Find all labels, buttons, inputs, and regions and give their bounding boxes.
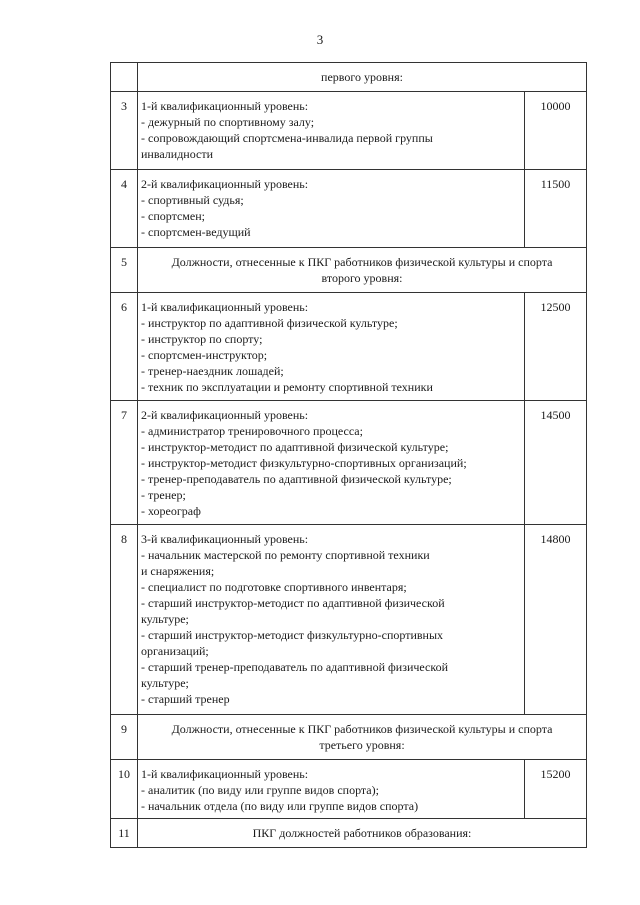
description-line: - тренер-наездник лошадей; xyxy=(141,364,284,378)
description-line: - спортивный судья; xyxy=(141,193,244,207)
description-line: 2-й квалификационный уровень: xyxy=(141,408,309,422)
salary-value: 10000 xyxy=(525,92,587,170)
salary-table xyxy=(110,62,587,848)
table-row xyxy=(111,760,587,819)
description-line: - инструктор по спорту; xyxy=(141,332,263,346)
description-line: - тренер-преподаватель по адаптивной физической культуре; xyxy=(141,472,452,486)
description-line: - тренер; xyxy=(141,488,186,502)
description-line: инвалидности xyxy=(141,147,214,161)
description-line: 1-й квалификационный уровень: xyxy=(141,300,309,314)
position-description xyxy=(138,525,525,715)
description-line: - специалист по подготовке спортивного инвентаря; xyxy=(141,580,407,594)
description-line: - хореограф xyxy=(141,504,201,518)
description-line: - техник по эксплуатации и ремонту спортивной техники xyxy=(141,380,433,394)
table-section-row xyxy=(111,63,587,92)
description-line: - спортсмен-инструктор; xyxy=(141,348,268,362)
salary-value: 12500 xyxy=(525,293,587,401)
description-line: - аналитик (по виду или группе видов спорта); xyxy=(141,783,379,797)
row-number: 11 xyxy=(111,819,138,848)
table-row xyxy=(111,525,587,715)
description-line: 1-й квалификационный уровень: xyxy=(141,767,309,781)
section-title: ПКГ должностей работников образования: xyxy=(138,819,587,848)
section-title: первого уровня: xyxy=(138,63,587,92)
description-line: - начальник отдела (по виду или группе видов спорта) xyxy=(141,799,419,813)
description-line: культуре; xyxy=(141,612,189,626)
salary-value: 15200 xyxy=(525,760,587,819)
row-number: 9 xyxy=(111,715,138,760)
description-line: - дежурный по спортивному залу; xyxy=(141,115,315,129)
description-line: 1-й квалификационный уровень: xyxy=(141,99,309,113)
position-description xyxy=(138,293,525,401)
description-line: - инструктор-методист физкультурно-спортивных организаций; xyxy=(141,456,467,470)
salary-value: 14800 xyxy=(525,525,587,715)
row-number: 3 xyxy=(111,92,138,170)
description-line: - сопровождающий спортсмена-инвалида первой группы xyxy=(141,131,433,145)
table-section-row xyxy=(111,819,587,848)
row-number: 5 xyxy=(111,248,138,293)
row-number: 7 xyxy=(111,401,138,525)
description-line: - начальник мастерской по ремонту спортивной техники xyxy=(141,548,430,562)
position-description xyxy=(138,92,525,170)
description-line: - инструктор-методист по адаптивной физической культуре; xyxy=(141,440,449,454)
section-title: Должности, отнесенные к ПКГ работников физической культуры и спорта второго уровня: xyxy=(138,248,587,293)
row-number: 10 xyxy=(111,760,138,819)
row-number: 4 xyxy=(111,170,138,248)
description-line: - инструктор по адаптивной физической культуре; xyxy=(141,316,398,330)
description-line: - администратор тренировочного процесса; xyxy=(141,424,363,438)
table-row xyxy=(111,293,587,401)
description-line: - старший инструктор-методист физкультурно-спортивных xyxy=(141,628,444,642)
section-title: Должности, отнесенные к ПКГ работников физической культуры и спорта третьего уровня: xyxy=(138,715,587,760)
row-number: 8 xyxy=(111,525,138,715)
salary-value: 14500 xyxy=(525,401,587,525)
salary-value: 11500 xyxy=(525,170,587,248)
description-line: организаций; xyxy=(141,644,209,658)
row-number: 6 xyxy=(111,293,138,401)
table-section-row xyxy=(111,715,587,760)
description-line: культуре; xyxy=(141,676,189,690)
description-line: - старший тренер-преподаватель по адаптивной физической xyxy=(141,660,449,674)
row-number xyxy=(111,63,138,92)
page-number: 3 xyxy=(316,32,324,47)
table-body xyxy=(111,63,587,848)
description-line: - спортсмен-ведущий xyxy=(141,225,251,239)
description-line: 2-й квалификационный уровень: xyxy=(141,177,309,191)
description-line: и снаряжения; xyxy=(141,564,215,578)
description-line: - спортсмен; xyxy=(141,209,205,223)
table-row xyxy=(111,92,587,170)
position-description xyxy=(138,170,525,248)
table-section-row xyxy=(111,248,587,293)
description-line: 3-й квалификационный уровень: xyxy=(141,532,309,546)
table-row xyxy=(111,401,587,525)
description-line: - старший тренер xyxy=(141,692,230,706)
position-description xyxy=(138,760,525,819)
description-line: - старший инструктор-методист по адаптивной физической xyxy=(141,596,445,610)
table-row xyxy=(111,170,587,248)
position-description xyxy=(138,401,525,525)
